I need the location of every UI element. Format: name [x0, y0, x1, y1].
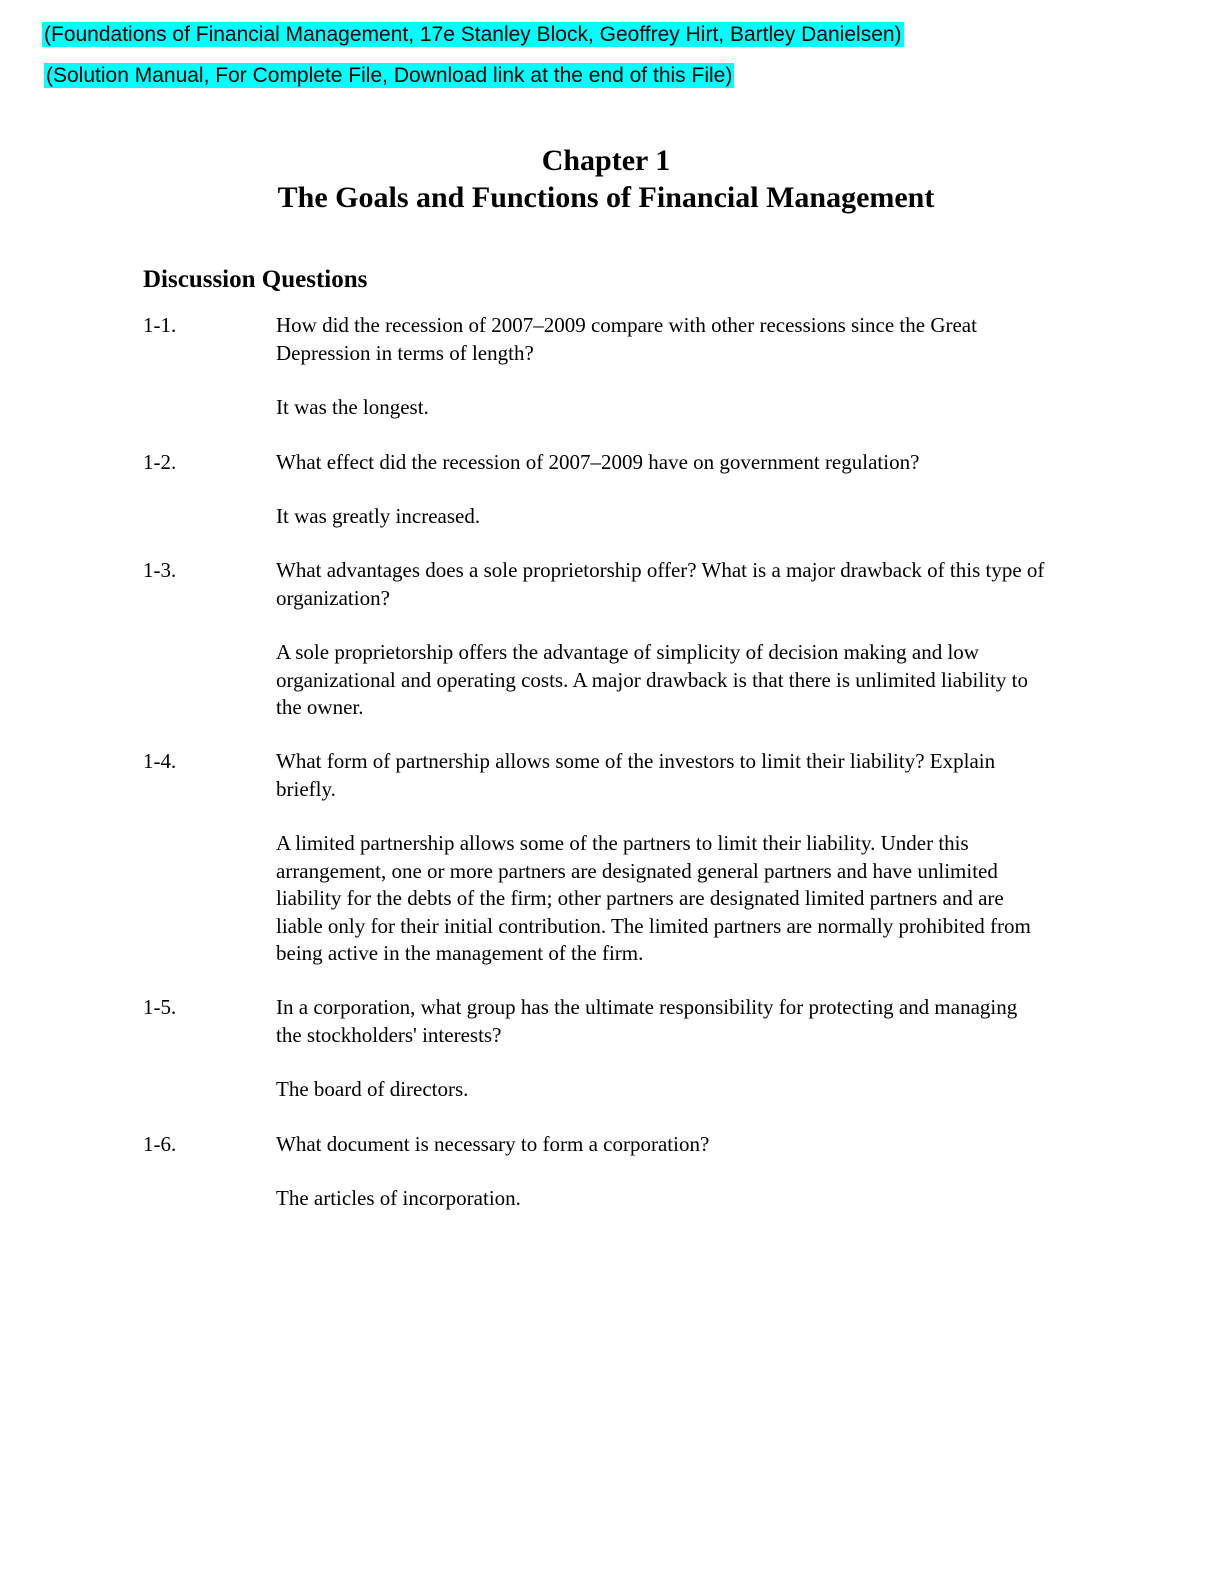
question-number: 1-3. — [143, 558, 177, 582]
question-text: How did the recession of 2007–2009 compare with other recessions since the Great Depression in terms of length? — [276, 313, 977, 365]
answer-text: The articles of incorporation. — [276, 1186, 521, 1210]
answer-text: It was greatly increased. — [276, 504, 481, 528]
question-text: What form of partnership allows some of the investors to limit their liability? Explain briefly. — [276, 749, 996, 801]
section-heading: Discussion Questions — [143, 266, 368, 293]
question-text: In a corporation, what group has the ultimate responsibility for protecting and managing the stockholders' interests? — [276, 995, 1018, 1047]
question-number: 1-2. — [143, 450, 177, 474]
answer-text: It was the longest. — [276, 395, 429, 419]
chapter-title: The Goals and Functions of Financial Management — [277, 181, 935, 214]
header-line-1: (Foundations of Financial Management, 17e Stanley Block, Geoffrey Hirt, Bartley Danielsen) — [44, 23, 902, 46]
question-text: What effect did the recession of 2007–2009 have on government regulation? — [276, 450, 920, 474]
question-text: What advantages does a sole proprietorship offer? What is a major drawback of this type of organization? — [276, 558, 1045, 610]
question-number: 1-4. — [143, 749, 177, 773]
answer-text: A sole proprietorship offers the advantage of simplicity of decision making and low organizational and operating costs. A major drawback is that there is unlimited liability to the owner. — [276, 640, 1028, 719]
chapter-number: Chapter 1 — [541, 144, 671, 177]
question-number: 1-6. — [143, 1132, 177, 1156]
answer-text: A limited partnership allows some of the partners to limit their liability. Under this arrangement, one or more partners are designated general partners and have unlimited liability for the debts of the firm; other partners are designated limited partners and are liable only for their initial contribution. The limited partners are normally prohibited from being active in the management of the firm. — [276, 831, 1031, 965]
question-number: 1-1. — [143, 313, 177, 337]
question-text: What document is necessary to form a corporation? — [276, 1132, 710, 1156]
question-number: 1-5. — [143, 995, 177, 1019]
header-line-2: (Solution Manual, For Complete File, Download link at the end of this File) — [46, 64, 733, 87]
answer-text: The board of directors. — [276, 1077, 469, 1101]
